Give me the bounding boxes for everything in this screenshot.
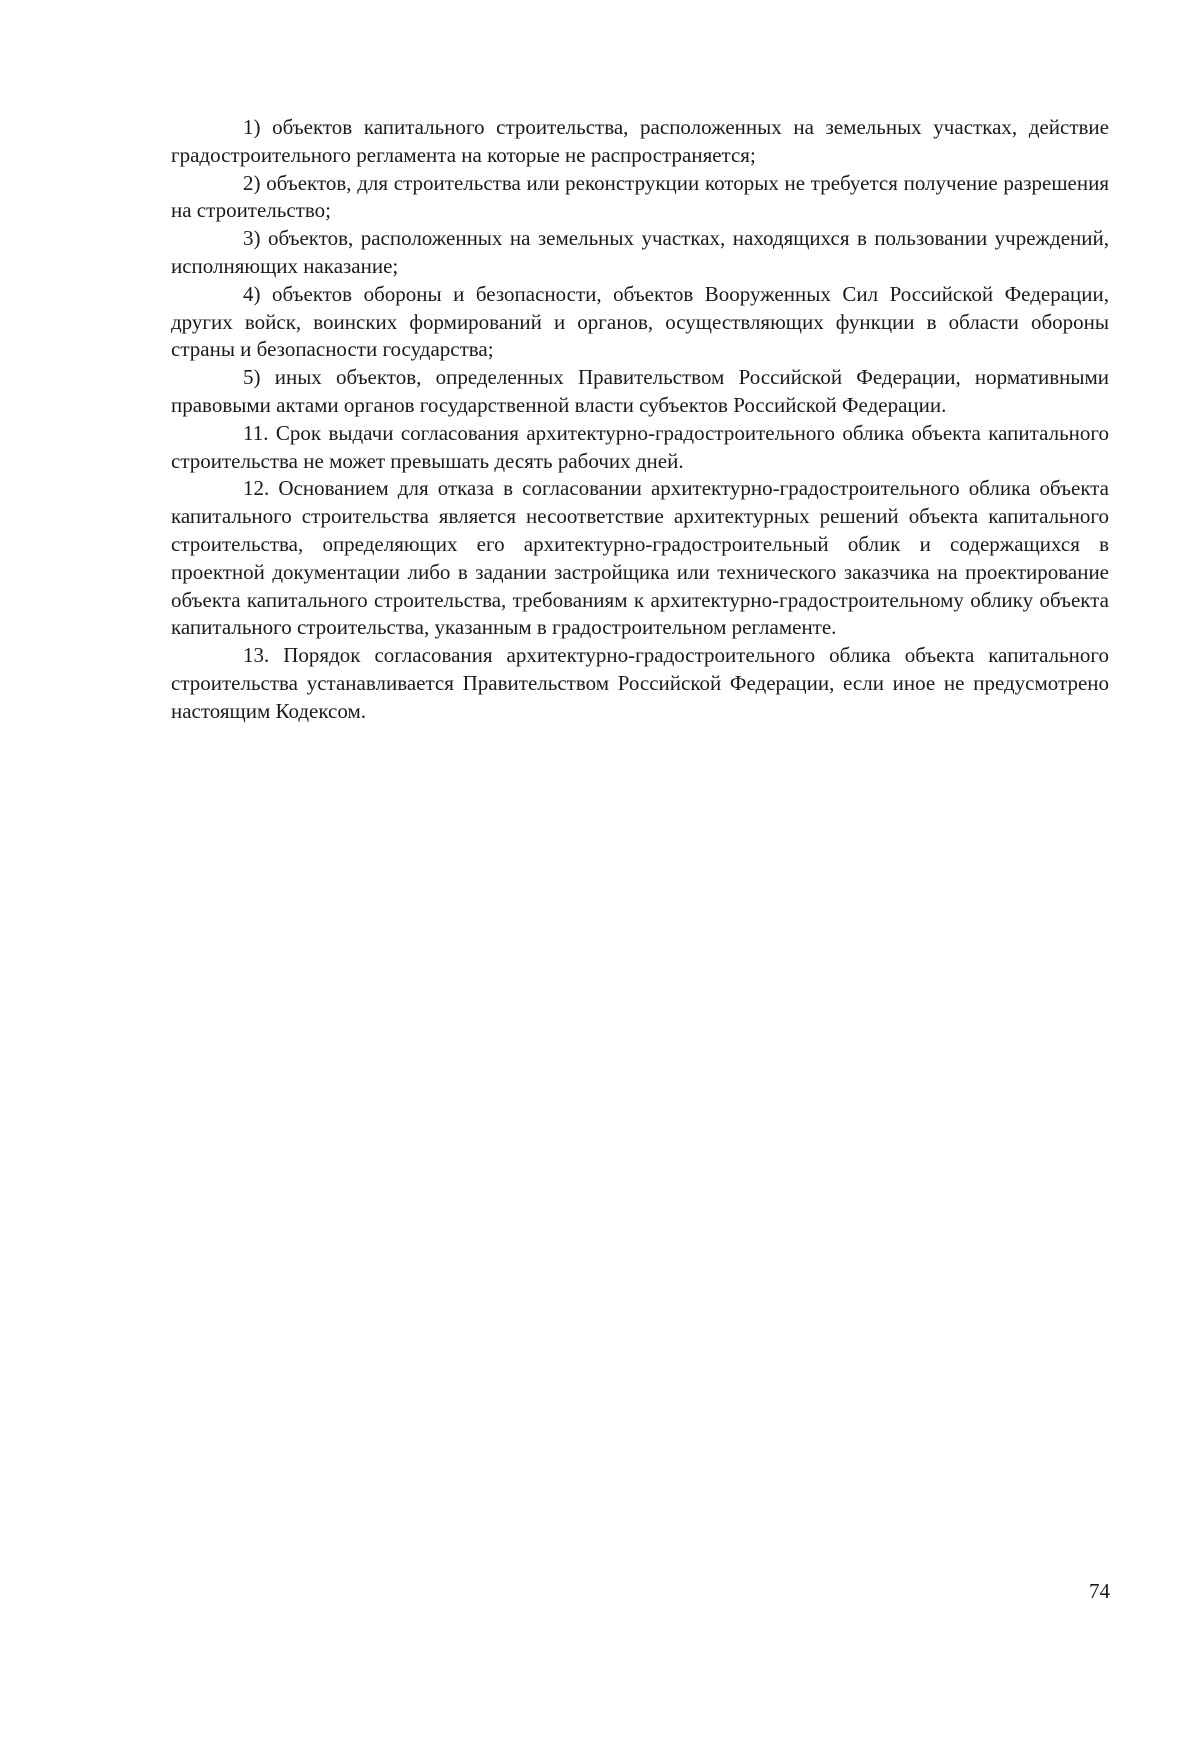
list-item-5: 5) иных объектов, определенных Правительством Российской Федерации, нормативными правовыми актами органов государственной власти субъектов Российской Федерации.: [171, 365, 1109, 417]
clause-13: 13. Порядок согласования архитектурно-градостроительного облика объекта капитального строительства устанавливается Правительством Российской Федерации, если иное не предусмотрено настоящим Кодексом.: [171, 643, 1109, 723]
page-body: [171, 114, 1109, 726]
list-item-3: 3) объектов, расположенных на земельных участках, находящихся в пользовании учреждений, исполняющих наказание;: [171, 226, 1109, 278]
clause-12: 12. Основанием для отказа в согласовании архитектурно-градостроительного облика объекта капитального строительства является несоответствие архитектурных решений объекта капитального строительства, определяющих его архитектурно-градостроительный облик и содержащихся в проектной документации либо в задании застройщика или технического заказчика на проектирование объекта капитального строительства, требованиям к архитектурно-градостроительному облику объекта капитального строительства, указанным в градостроительном регламенте.: [171, 476, 1109, 640]
list-item-4: 4) объектов обороны и безопасности, объектов Вооруженных Сил Российской Федерации, других войск, воинских формирований и органов, осуществляющих функции в области обороны страны и безопасности государства;: [171, 281, 1109, 362]
list-item-2: 2) объектов, для строительства или реконструкции которых не требуется получение разрешения на строительство;: [171, 170, 1109, 223]
clause-11: 11. Срок выдачи согласования архитектурно-градостроительного облика объекта капитального строительства не может превышать десять рабочих дней.: [171, 420, 1109, 473]
page-number: 74: [1089, 1579, 1110, 1603]
list-item-1: 1) объектов капитального строительства, расположенных на земельных участках, действие градостроительного регламента на которые не распространяется;: [171, 115, 1109, 167]
